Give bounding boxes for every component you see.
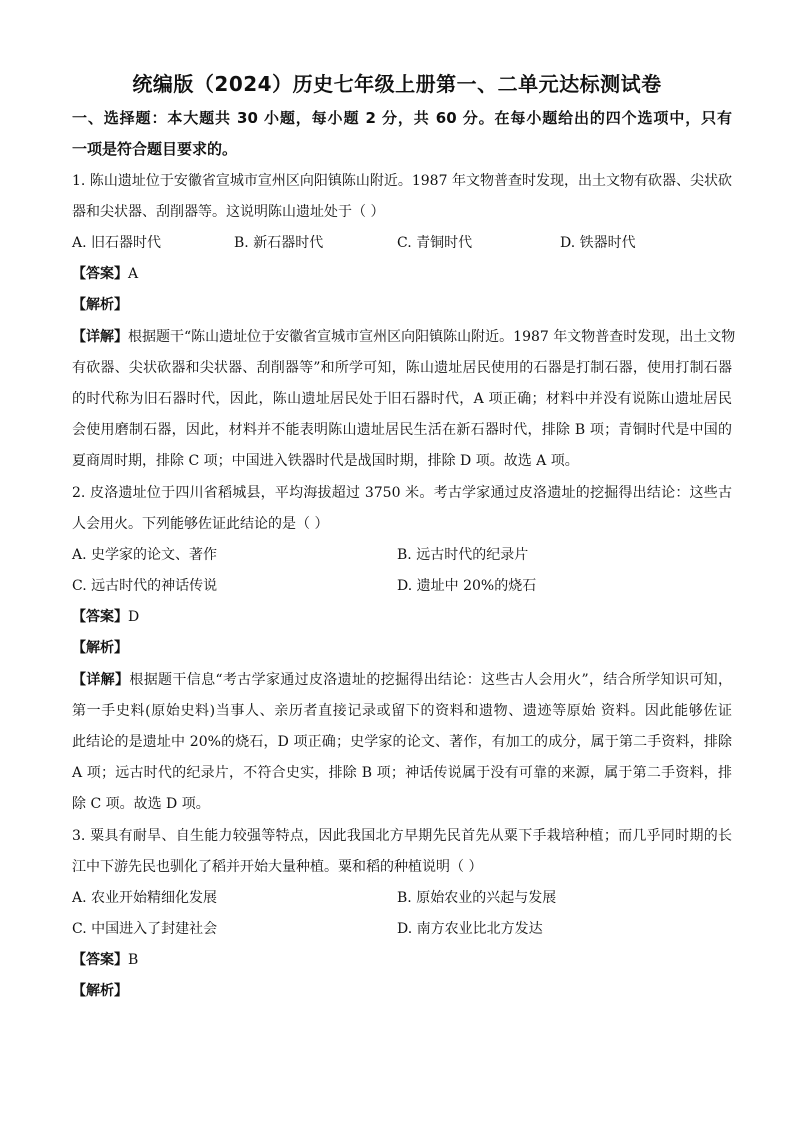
- q2-detail-line-1: [72, 670, 732, 690]
- detail-label: 【详解】: [72, 329, 128, 345]
- q3-analysis: [72, 981, 732, 1001]
- q1-detail-text: 根据题干“陈山遗址位于安徽省宣城市宣州区向阳镇陈山附近。1987 年文物普查时发现，出土文物: [128, 329, 736, 345]
- q1-detail-line-4: 会使用磨制石器，因此，材料并不能表明陈山遗址居民生活在新石器时代，排除 B 项；青铜时代是中国的: [72, 422, 732, 438]
- q2-detail-line-2: 第一手史料(原始史料)当事人、亲历者直接记录或留下的资料和遗物、遗迹等原始 资料。因此能够佐证: [72, 703, 732, 719]
- q1-detail-line-2: 有砍器、尖状砍器和尖状器、刮削器等”和所学可知，陈山遗址居民使用的石器是打制石器，使用打制石器: [72, 360, 732, 376]
- analysis-label: 【解析】: [72, 640, 128, 656]
- q2-stem-line-1: 2. 皮洛遗址位于四川省稻城县，平均海拔超过 3750 米。考古学家通过皮洛遗址的挖掘得出结论：这些古: [72, 485, 732, 501]
- q2-option-b: B. 远古时代的纪录片: [397, 547, 529, 563]
- q1-stem-line-1: 1. 陈山遗址位于安徽省宣城市宣州区向阳镇陈山附近。1987 年文物普查时发现，出土文物有砍器、尖状砍: [72, 173, 732, 189]
- q1-option-a: A. 旧石器时代: [72, 235, 162, 251]
- q3-option-c: C. 中国进入了封建社会: [72, 921, 218, 937]
- q3-answer: [72, 950, 732, 970]
- q2-detail-line-5: 除 C 项。故选 D 项。: [72, 796, 210, 812]
- q1-answer: [72, 264, 732, 284]
- q2-stem-line-2: 人会用火。下列能够佐证此结论的是（ ）: [72, 516, 329, 532]
- q1-detail-line-3: 的时代称为旧石器时代，因此，陈山遗址居民处于旧石器时代，A 项正确；材料中并没有说陈山遗址居民: [72, 391, 732, 407]
- analysis-label: 【解析】: [72, 983, 128, 999]
- analysis-label: 【解析】: [72, 297, 128, 313]
- section-heading-line-2: 一项是符合题目要求的。: [72, 140, 238, 158]
- q2-detail-line-4: A 项；远古时代的纪录片，不符合史实，排除 B 项；神话传说属于没有可靠的来源，属于第二手资料，排: [72, 765, 732, 781]
- q3-stem-line-1: 3. 粟具有耐旱、自生能力较强等特点，因此我国北方早期先民首先从粟下手栽培种植；而几乎同时期的长: [72, 828, 732, 844]
- q3-answer-value: B: [128, 952, 139, 968]
- answer-label: 【答案】: [72, 266, 128, 282]
- answer-label: 【答案】: [72, 952, 128, 968]
- q2-option-a: A. 史学家的论文、著作: [72, 547, 218, 563]
- q2-option-c: C. 远古时代的神话传说: [72, 578, 218, 594]
- q3-option-b: B. 原始农业的兴起与发展: [397, 890, 557, 906]
- q1-detail-line-5: 夏商周时期，排除 C 项；中国进入铁器时代是战国时期，排除 D 项。故选 A 项。: [72, 453, 579, 469]
- detail-label: 【详解】: [72, 672, 130, 688]
- q1-answer-value: A: [128, 266, 139, 282]
- q2-detail-line-3: 此结论的是遗址中 20%的烧石，D 项正确；史学家的论文、著作，有加工的成分，属于第二手资料，排除: [72, 734, 732, 750]
- q3-option-a: A. 农业开始精细化发展: [72, 890, 218, 906]
- page-title: 统编版（2024）历史七年级上册第一、二单元达标测试卷: [132, 72, 662, 96]
- q2-detail-text: 根据题干信息“考古学家通过皮洛遗址的挖掘得出结论：这些古人会用火”，结合所学知识可知，: [129, 672, 733, 688]
- q2-analysis: [72, 638, 732, 658]
- q1-detail-line-1: [72, 327, 736, 347]
- q3-option-d: D. 南方农业比北方发达: [397, 921, 543, 937]
- q1-option-c: C. 青铜时代: [397, 235, 473, 251]
- q1-option-d: D. 铁器时代: [560, 235, 636, 251]
- q2-option-d: D. 遗址中 20%的烧石: [397, 578, 537, 594]
- answer-label: 【答案】: [72, 609, 128, 625]
- q1-option-b: B. 新石器时代: [234, 235, 324, 251]
- q1-stem-line-2: 器和尖状器、刮削器等。这说明陈山遗址处于（ ）: [72, 204, 385, 220]
- q2-answer: [72, 607, 732, 627]
- section-heading-line-1: 一、选择题：本大题共 30 小题，每小题 2 分，共 60 分。在每小题给出的四个选项中，只有: [72, 109, 732, 127]
- q3-stem-line-2: 江中下游先民也驯化了稻并开始大量种植。粟和稻的种植说明（ ）: [72, 859, 483, 875]
- q2-answer-value: D: [128, 609, 140, 625]
- q1-analysis: [72, 295, 732, 315]
